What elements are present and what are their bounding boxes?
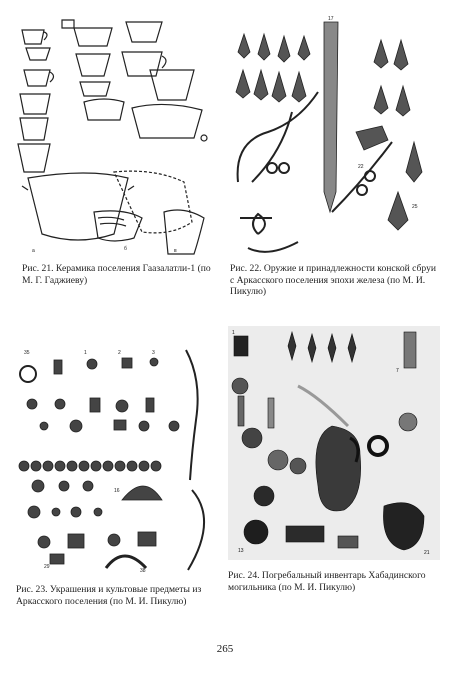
svg-text:21: 21 (424, 550, 430, 556)
svg-text:22: 22 (358, 164, 364, 170)
svg-text:б: б (124, 246, 127, 252)
svg-text:7: 7 (396, 368, 399, 374)
svg-text:3: 3 (152, 350, 155, 356)
caption-figure-23: Рис. 23. Украшения и культовые предметы из Аркасского поселения (по М. И. Пикулю) (16, 584, 202, 607)
svg-text:2: 2 (118, 350, 121, 356)
svg-text:1: 1 (84, 350, 87, 356)
svg-text:в: в (174, 248, 177, 254)
figure-21-drawing (14, 12, 214, 258)
figure-22-weapons (228, 12, 440, 258)
svg-text:35: 35 (24, 350, 30, 356)
svg-text:17: 17 (328, 16, 334, 22)
caption-figure-21: Рис. 21. Керамика поселения Гаазалатли-1 (по М. Г. Гаджиеву) (22, 263, 211, 286)
figure-23-drawing (14, 330, 214, 576)
figure-24-photo (228, 326, 440, 560)
caption-figure-22: Рис. 22. Оружие и принадлежности конской сбруи с Аркасского поселения эпохи железа (по М. И. Пикулю) (230, 263, 437, 297)
caption-figure-24: Рис. 24. Погребальный инвентарь Хабадинского могильника (по М. И. Пикулю) (228, 570, 426, 593)
svg-text:1: 1 (232, 330, 235, 336)
svg-text:a: a (32, 248, 35, 254)
svg-text:25: 25 (412, 204, 418, 210)
figure-23-ornaments (14, 330, 214, 576)
svg-text:13: 13 (238, 548, 244, 554)
svg-text:16: 16 (114, 488, 120, 494)
page-number: 265 (216, 643, 234, 655)
figure-22-drawing (228, 12, 440, 258)
figure-24-burial-inventory (228, 326, 440, 560)
svg-text:38: 38 (140, 568, 146, 574)
svg-text:29: 29 (44, 564, 50, 570)
figure-21-ceramics (14, 12, 214, 258)
